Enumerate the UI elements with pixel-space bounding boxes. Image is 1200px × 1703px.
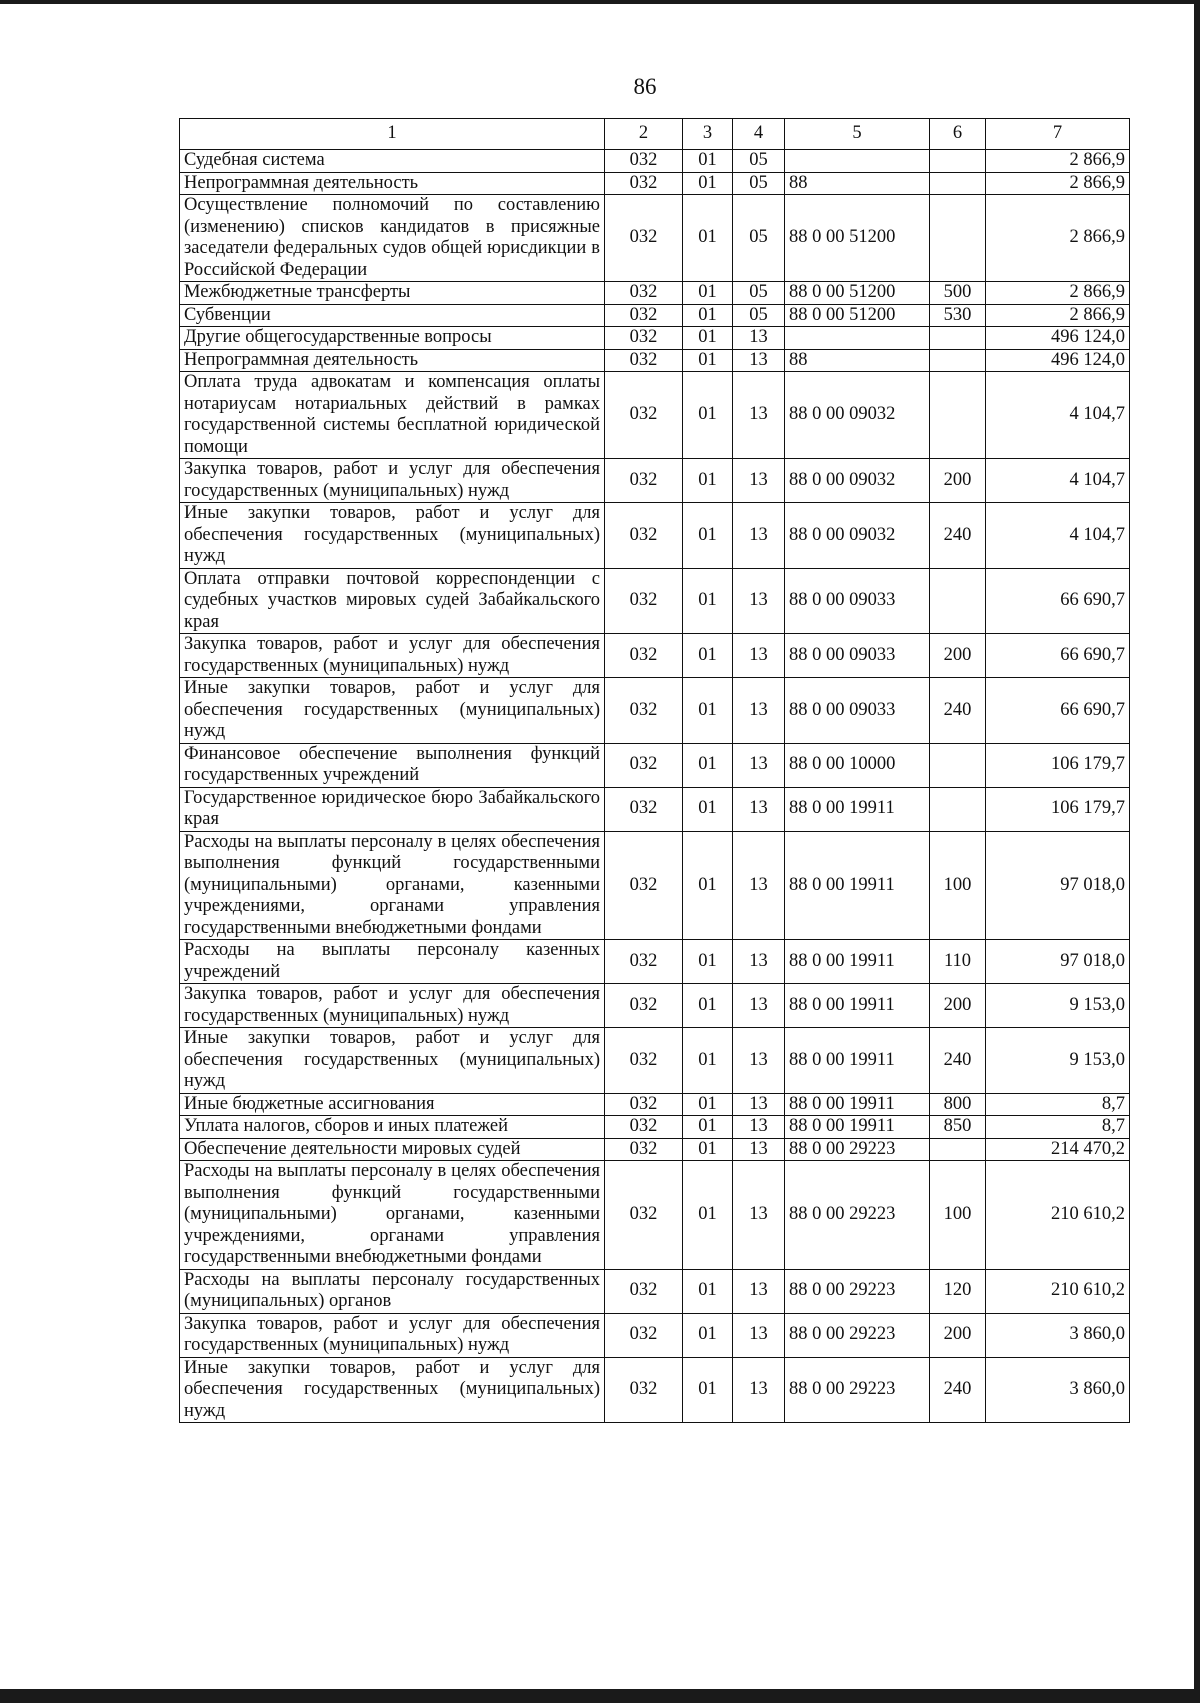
row-name-cell: Непрограммная деятельность — [180, 172, 605, 195]
row-name-cell: Расходы на выплаты персоналу государственных (муниципальных) органов — [180, 1269, 605, 1313]
row-target-article-cell: 88 0 00 09032 — [785, 372, 930, 459]
row-amount-cell: 3 860,0 — [986, 1357, 1130, 1423]
row-admin-code-cell: 032 — [605, 1028, 683, 1094]
row-section-cell: 01 — [683, 1313, 733, 1357]
row-target-article-cell: 88 0 00 09032 — [785, 459, 930, 503]
row-amount-cell: 106 179,7 — [986, 787, 1130, 831]
row-expense-type-cell — [930, 743, 986, 787]
row-name-cell: Обеспечение деятельности мировых судей — [180, 1138, 605, 1161]
row-section-cell: 01 — [683, 787, 733, 831]
row-amount-cell: 3 860,0 — [986, 1313, 1130, 1357]
row-amount-cell: 496 124,0 — [986, 349, 1130, 372]
row-name-cell: Финансовое обеспечение выполнения функций государственных учреждений — [180, 743, 605, 787]
row-target-article-cell: 88 0 00 19911 — [785, 1028, 930, 1094]
row-name-cell: Расходы на выплаты персоналу в целях обеспечения выполнения функций государственными (муниципальными) органами, казенными учреждениями, органами управления государственными внебюджетными фондами — [180, 831, 605, 940]
row-admin-code-cell: 032 — [605, 634, 683, 678]
row-expense-type-cell — [930, 1138, 986, 1161]
budget-table — [179, 118, 1130, 1423]
table-body — [180, 150, 1130, 1423]
row-expense-type-cell — [930, 372, 986, 459]
row-expense-type-cell: 240 — [930, 1028, 986, 1094]
row-name-cell: Иные закупки товаров, работ и услуг для обеспечения государственных (муниципальных) нужд — [180, 678, 605, 744]
row-section-cell: 01 — [683, 195, 733, 282]
row-expense-type-cell — [930, 172, 986, 195]
row-expense-type-cell: 100 — [930, 831, 986, 940]
row-target-article-cell: 88 0 00 29223 — [785, 1161, 930, 1270]
row-name-cell: Иные закупки товаров, работ и услуг для обеспечения государственных (муниципальных) нужд — [180, 1357, 605, 1423]
row-expense-type-cell: 500 — [930, 282, 986, 305]
table-row — [180, 503, 1130, 569]
row-expense-type-cell: 110 — [930, 940, 986, 984]
row-target-article-cell: 88 0 00 29223 — [785, 1313, 930, 1357]
row-amount-cell: 66 690,7 — [986, 634, 1130, 678]
row-name-cell: Закупка товаров, работ и услуг для обеспечения государственных (муниципальных) нужд — [180, 1313, 605, 1357]
row-section-cell: 01 — [683, 1138, 733, 1161]
row-expense-type-cell: 100 — [930, 1161, 986, 1270]
table-row — [180, 372, 1130, 459]
row-section-cell: 01 — [683, 1269, 733, 1313]
table-row — [180, 1269, 1130, 1313]
row-admin-code-cell: 032 — [605, 304, 683, 327]
row-admin-code-cell: 032 — [605, 150, 683, 173]
row-subsection-cell: 13 — [733, 1116, 785, 1139]
row-name-cell: Иные бюджетные ассигнования — [180, 1093, 605, 1116]
row-subsection-cell: 13 — [733, 568, 785, 634]
table-row — [180, 787, 1130, 831]
row-name-cell: Оплата труда адвокатам и компенсация оплаты нотариусам нотариальных действий в рамках государственной системы бесплатной юридической помощи — [180, 372, 605, 459]
row-admin-code-cell: 032 — [605, 172, 683, 195]
table-row — [180, 1161, 1130, 1270]
row-name-cell: Субвенции — [180, 304, 605, 327]
row-name-cell: Другие общегосударственные вопросы — [180, 327, 605, 350]
table-row — [180, 349, 1130, 372]
row-expense-type-cell: 530 — [930, 304, 986, 327]
row-target-article-cell: 88 0 00 29223 — [785, 1138, 930, 1161]
row-section-cell: 01 — [683, 503, 733, 569]
row-target-article-cell: 88 0 00 29223 — [785, 1357, 930, 1423]
row-subsection-cell: 05 — [733, 304, 785, 327]
row-target-article-cell: 88 0 00 19911 — [785, 831, 930, 940]
row-admin-code-cell: 032 — [605, 282, 683, 305]
row-name-cell: Уплата налогов, сборов и иных платежей — [180, 1116, 605, 1139]
row-section-cell: 01 — [683, 634, 733, 678]
row-section-cell: 01 — [683, 1028, 733, 1094]
row-amount-cell: 2 866,9 — [986, 195, 1130, 282]
row-target-article-cell: 88 0 00 29223 — [785, 1269, 930, 1313]
row-admin-code-cell: 032 — [605, 1161, 683, 1270]
row-target-article-cell: 88 — [785, 172, 930, 195]
row-expense-type-cell — [930, 568, 986, 634]
row-expense-type-cell: 200 — [930, 1313, 986, 1357]
row-subsection-cell: 13 — [733, 787, 785, 831]
row-admin-code-cell: 032 — [605, 831, 683, 940]
row-subsection-cell: 13 — [733, 984, 785, 1028]
scan-edge-bottom — [0, 1689, 1200, 1703]
row-admin-code-cell: 032 — [605, 327, 683, 350]
row-target-article-cell: 88 0 00 19911 — [785, 1093, 930, 1116]
row-subsection-cell: 13 — [733, 327, 785, 350]
table-row — [180, 1028, 1130, 1094]
row-name-cell: Закупка товаров, работ и услуг для обеспечения государственных (муниципальных) нужд — [180, 984, 605, 1028]
row-name-cell: Закупка товаров, работ и услуг для обеспечения государственных (муниципальных) нужд — [180, 459, 605, 503]
column-header: 1 — [180, 119, 605, 150]
row-subsection-cell: 13 — [733, 1357, 785, 1423]
row-target-article-cell — [785, 327, 930, 350]
column-header: 4 — [733, 119, 785, 150]
column-header: 7 — [986, 119, 1130, 150]
scan-edge-top — [0, 0, 1200, 4]
row-expense-type-cell — [930, 787, 986, 831]
header-row — [180, 119, 1130, 150]
row-section-cell: 01 — [683, 327, 733, 350]
row-subsection-cell: 13 — [733, 1313, 785, 1357]
row-admin-code-cell: 032 — [605, 678, 683, 744]
row-section-cell: 01 — [683, 1116, 733, 1139]
table-row — [180, 1357, 1130, 1423]
row-section-cell: 01 — [683, 831, 733, 940]
row-name-cell: Государственное юридическое бюро Забайкальского края — [180, 787, 605, 831]
row-target-article-cell: 88 0 00 19911 — [785, 787, 930, 831]
row-name-cell: Судебная система — [180, 150, 605, 173]
row-target-article-cell: 88 0 00 51200 — [785, 304, 930, 327]
row-amount-cell: 106 179,7 — [986, 743, 1130, 787]
row-target-article-cell: 88 0 00 09032 — [785, 503, 930, 569]
row-admin-code-cell: 032 — [605, 743, 683, 787]
row-subsection-cell: 13 — [733, 349, 785, 372]
row-admin-code-cell: 032 — [605, 372, 683, 459]
row-amount-cell: 8,7 — [986, 1116, 1130, 1139]
column-header: 3 — [683, 119, 733, 150]
row-subsection-cell: 13 — [733, 634, 785, 678]
row-target-article-cell: 88 0 00 09033 — [785, 634, 930, 678]
table-row — [180, 150, 1130, 173]
row-expense-type-cell: 200 — [930, 634, 986, 678]
row-amount-cell: 2 866,9 — [986, 172, 1130, 195]
table-row — [180, 743, 1130, 787]
row-expense-type-cell — [930, 349, 986, 372]
row-section-cell: 01 — [683, 172, 733, 195]
row-admin-code-cell: 032 — [605, 984, 683, 1028]
row-amount-cell: 97 018,0 — [986, 831, 1130, 940]
row-name-cell: Закупка товаров, работ и услуг для обеспечения государственных (муниципальных) нужд — [180, 634, 605, 678]
table-row — [180, 1116, 1130, 1139]
row-admin-code-cell: 032 — [605, 1313, 683, 1357]
row-expense-type-cell — [930, 195, 986, 282]
row-expense-type-cell: 200 — [930, 984, 986, 1028]
row-amount-cell: 214 470,2 — [986, 1138, 1130, 1161]
row-subsection-cell: 05 — [733, 150, 785, 173]
row-target-article-cell: 88 0 00 19911 — [785, 984, 930, 1028]
row-target-article-cell: 88 0 00 09033 — [785, 568, 930, 634]
row-target-article-cell — [785, 150, 930, 173]
row-admin-code-cell: 032 — [605, 787, 683, 831]
scan-edge-right — [1194, 0, 1200, 1703]
table-row — [180, 327, 1130, 350]
row-admin-code-cell: 032 — [605, 568, 683, 634]
row-expense-type-cell — [930, 150, 986, 173]
row-admin-code-cell: 032 — [605, 1269, 683, 1313]
table-row — [180, 1138, 1130, 1161]
table-row — [180, 940, 1130, 984]
row-subsection-cell: 13 — [733, 372, 785, 459]
row-target-article-cell: 88 — [785, 349, 930, 372]
row-subsection-cell: 05 — [733, 172, 785, 195]
row-subsection-cell: 13 — [733, 1093, 785, 1116]
row-amount-cell: 9 153,0 — [986, 1028, 1130, 1094]
row-amount-cell: 2 866,9 — [986, 150, 1130, 173]
row-subsection-cell: 13 — [733, 831, 785, 940]
row-section-cell: 01 — [683, 1357, 733, 1423]
row-amount-cell: 97 018,0 — [986, 940, 1130, 984]
row-subsection-cell: 13 — [733, 459, 785, 503]
row-amount-cell: 4 104,7 — [986, 459, 1130, 503]
table-row — [180, 634, 1130, 678]
row-expense-type-cell — [930, 327, 986, 350]
table-row — [180, 678, 1130, 744]
row-section-cell: 01 — [683, 150, 733, 173]
row-amount-cell: 496 124,0 — [986, 327, 1130, 350]
row-admin-code-cell: 032 — [605, 503, 683, 569]
row-expense-type-cell: 800 — [930, 1093, 986, 1116]
row-admin-code-cell: 032 — [605, 349, 683, 372]
row-expense-type-cell: 240 — [930, 678, 986, 744]
row-section-cell: 01 — [683, 940, 733, 984]
row-section-cell: 01 — [683, 1161, 733, 1270]
row-target-article-cell: 88 0 00 10000 — [785, 743, 930, 787]
table-row — [180, 568, 1130, 634]
row-section-cell: 01 — [683, 743, 733, 787]
table-row — [180, 282, 1130, 305]
table-row — [180, 304, 1130, 327]
row-section-cell: 01 — [683, 459, 733, 503]
row-name-cell: Оплата отправки почтовой корреспонденции с судебных участков мировых судей Забайкальского края — [180, 568, 605, 634]
row-admin-code-cell: 032 — [605, 195, 683, 282]
row-expense-type-cell: 200 — [930, 459, 986, 503]
row-section-cell: 01 — [683, 984, 733, 1028]
row-subsection-cell: 13 — [733, 678, 785, 744]
column-header: 6 — [930, 119, 986, 150]
row-subsection-cell: 13 — [733, 1028, 785, 1094]
row-name-cell: Непрограммная деятельность — [180, 349, 605, 372]
row-expense-type-cell: 120 — [930, 1269, 986, 1313]
row-subsection-cell: 13 — [733, 1269, 785, 1313]
table-row — [180, 984, 1130, 1028]
table-row — [180, 172, 1130, 195]
row-admin-code-cell: 032 — [605, 459, 683, 503]
row-amount-cell: 210 610,2 — [986, 1269, 1130, 1313]
row-target-article-cell: 88 0 00 51200 — [785, 282, 930, 305]
row-subsection-cell: 13 — [733, 743, 785, 787]
row-admin-code-cell: 032 — [605, 1138, 683, 1161]
row-expense-type-cell: 240 — [930, 503, 986, 569]
row-section-cell: 01 — [683, 304, 733, 327]
row-section-cell: 01 — [683, 678, 733, 744]
page-number: 86 — [633, 74, 657, 99]
table-row — [180, 831, 1130, 940]
row-amount-cell: 9 153,0 — [986, 984, 1130, 1028]
row-expense-type-cell: 850 — [930, 1116, 986, 1139]
row-section-cell: 01 — [683, 282, 733, 305]
row-subsection-cell: 13 — [733, 1161, 785, 1270]
column-header: 5 — [785, 119, 930, 150]
row-admin-code-cell: 032 — [605, 1357, 683, 1423]
row-admin-code-cell: 032 — [605, 1116, 683, 1139]
table-row — [180, 1093, 1130, 1116]
row-subsection-cell: 05 — [733, 282, 785, 305]
row-amount-cell: 4 104,7 — [986, 503, 1130, 569]
row-amount-cell: 66 690,7 — [986, 568, 1130, 634]
row-subsection-cell: 05 — [733, 195, 785, 282]
row-target-article-cell: 88 0 00 19911 — [785, 1116, 930, 1139]
row-amount-cell: 2 866,9 — [986, 304, 1130, 327]
row-name-cell: Осуществление полномочий по составлению (изменению) списков кандидатов в присяжные заседатели федеральных судов общей юрисдикции в Российской Федерации — [180, 195, 605, 282]
row-section-cell: 01 — [683, 349, 733, 372]
row-amount-cell: 66 690,7 — [986, 678, 1130, 744]
row-target-article-cell: 88 0 00 09033 — [785, 678, 930, 744]
table-row — [180, 1313, 1130, 1357]
table-row — [180, 195, 1130, 282]
row-name-cell: Межбюджетные трансферты — [180, 282, 605, 305]
column-header: 2 — [605, 119, 683, 150]
row-expense-type-cell: 240 — [930, 1357, 986, 1423]
row-name-cell: Расходы на выплаты персоналу в целях обеспечения выполнения функций государственными (муниципальными) органами, казенными учреждениями, органами управления государственными внебюджетными фондами — [180, 1161, 605, 1270]
row-section-cell: 01 — [683, 568, 733, 634]
table-row — [180, 459, 1130, 503]
row-name-cell: Расходы на выплаты персоналу казенных учреждений — [180, 940, 605, 984]
row-amount-cell: 2 866,9 — [986, 282, 1130, 305]
row-subsection-cell: 13 — [733, 1138, 785, 1161]
row-section-cell: 01 — [683, 1093, 733, 1116]
row-target-article-cell: 88 0 00 51200 — [785, 195, 930, 282]
row-subsection-cell: 13 — [733, 503, 785, 569]
row-subsection-cell: 13 — [733, 940, 785, 984]
row-name-cell: Иные закупки товаров, работ и услуг для обеспечения государственных (муниципальных) нужд — [180, 503, 605, 569]
row-amount-cell: 4 104,7 — [986, 372, 1130, 459]
row-amount-cell: 8,7 — [986, 1093, 1130, 1116]
row-section-cell: 01 — [683, 372, 733, 459]
row-target-article-cell: 88 0 00 19911 — [785, 940, 930, 984]
row-admin-code-cell: 032 — [605, 1093, 683, 1116]
row-name-cell: Иные закупки товаров, работ и услуг для обеспечения государственных (муниципальных) нужд — [180, 1028, 605, 1094]
row-amount-cell: 210 610,2 — [986, 1161, 1130, 1270]
row-admin-code-cell: 032 — [605, 940, 683, 984]
